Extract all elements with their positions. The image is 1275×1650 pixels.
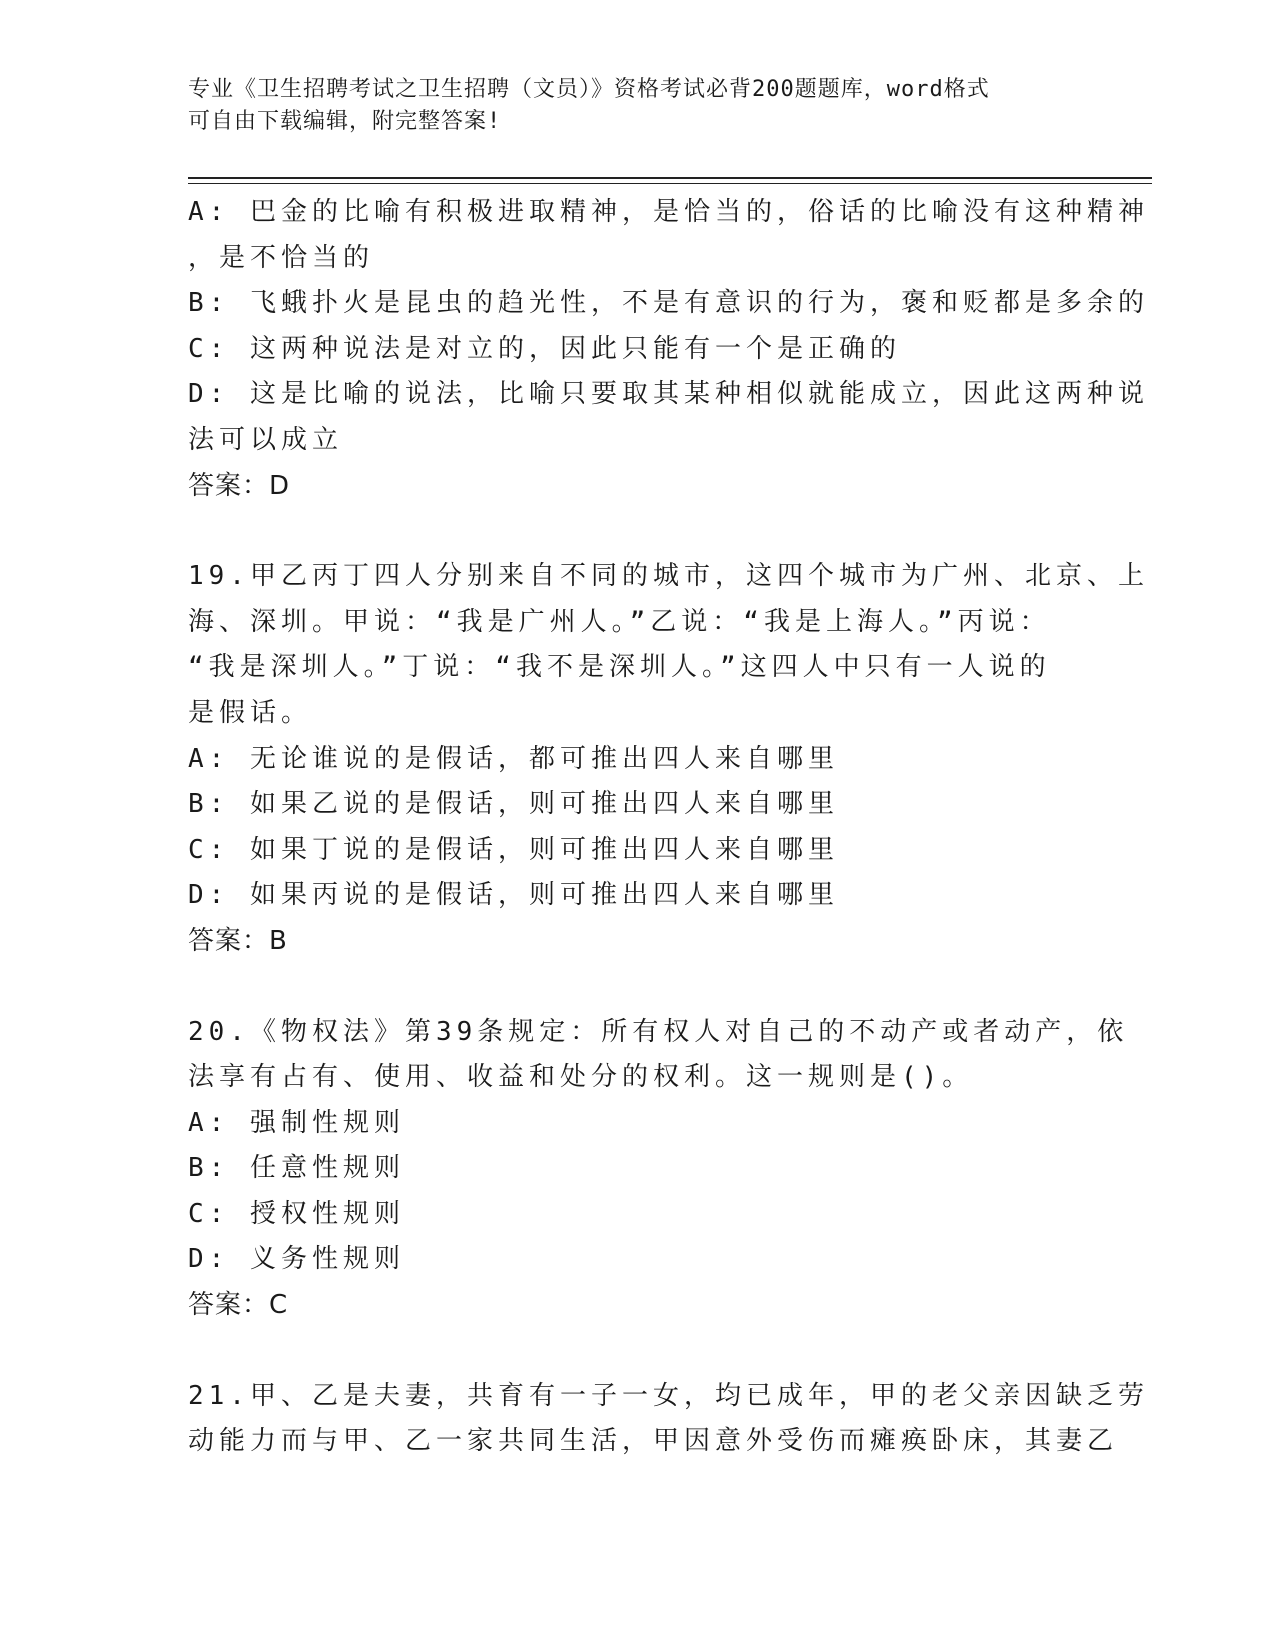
question-21 [188,1374,1149,1465]
question-stem: 动能力而与甲、乙一家共同生活，甲因意外受伤而瘫痪卧床，其妻乙 [188,1426,1119,1457]
option-a: A: 巴金的比喻有积极进取精神，是恰当的，俗话的比喻没有这种精神 [188,197,1149,227]
option-a-continued: ，是不恰当的 [188,242,375,273]
question-stem: 海、深圳。甲说：“我是广州人。”乙说：“我是上海人。”丙说： [188,606,1051,637]
option-c: C: 如果丁说的是假话，则可推出四人来自哪里 [188,834,839,865]
answer: 答案：B [188,925,288,956]
question-stem: 是假话。 [188,697,313,728]
option-b: B: 飞蛾扑火是昆虫的趋光性，不是有意识的行为，褒和贬都是多余的 [188,288,1149,319]
option-d-continued: 法可以成立 [188,424,344,455]
option-d: D: 这是比喻的说法，比喻只要取其某种相似就能成立，因此这两种说 [188,379,1149,410]
option-c: C: 授权性规则 [188,1198,405,1229]
option-a: A: 无论谁说的是假话，都可推出四人来自哪里 [188,743,839,774]
option-d: D: 如果丙说的是假话，则可推出四人来自哪里 [188,880,839,911]
question-stem: “我是深圳人。”丁说：“我不是深圳人。”这四人中只有一人说的 [188,652,1051,683]
header-line-2: 可自由下载编辑，附完整答案! [188,109,502,134]
question-20 [188,1010,1129,1329]
answer: 答案：D [188,470,291,501]
question-19 [188,554,1149,964]
header-divider-thick [188,177,1152,179]
option-b: B: 任意性规则 [188,1153,405,1184]
answer: 答案：C [188,1290,289,1321]
option-a: A: 强制性规则 [188,1107,405,1138]
option-b: B: 如果乙说的是假话，则可推出四人来自哪里 [188,789,839,820]
header-divider-thin [188,183,1152,184]
question-stem: 20.《物权法》第39条规定：所有权人对自己的不动产或者动产，依 [188,1016,1129,1047]
option-d: D: 义务性规则 [188,1244,405,1275]
question-stem: 19.甲乙丙丁四人分别来自不同的城市，这四个城市为广州、北京、上 [188,561,1149,592]
document-header [188,74,1068,138]
question-stem: 21.甲、乙是夫妻，共育有一子一女，均已成年，甲的老父亲因缺乏劳 [188,1380,1149,1411]
question-content [188,190,1149,1465]
question-stem: 法享有占有、使用、收益和处分的权利。这一规则是()。 [188,1062,974,1093]
option-c: C: 这两种说法是对立的，因此只能有一个是正确的 [188,333,901,364]
header-line-1: 专业《卫生招聘考试之卫生招聘（文员）》资格考试必背200题题库，word格式 [188,77,990,102]
question-18 [188,190,1149,509]
